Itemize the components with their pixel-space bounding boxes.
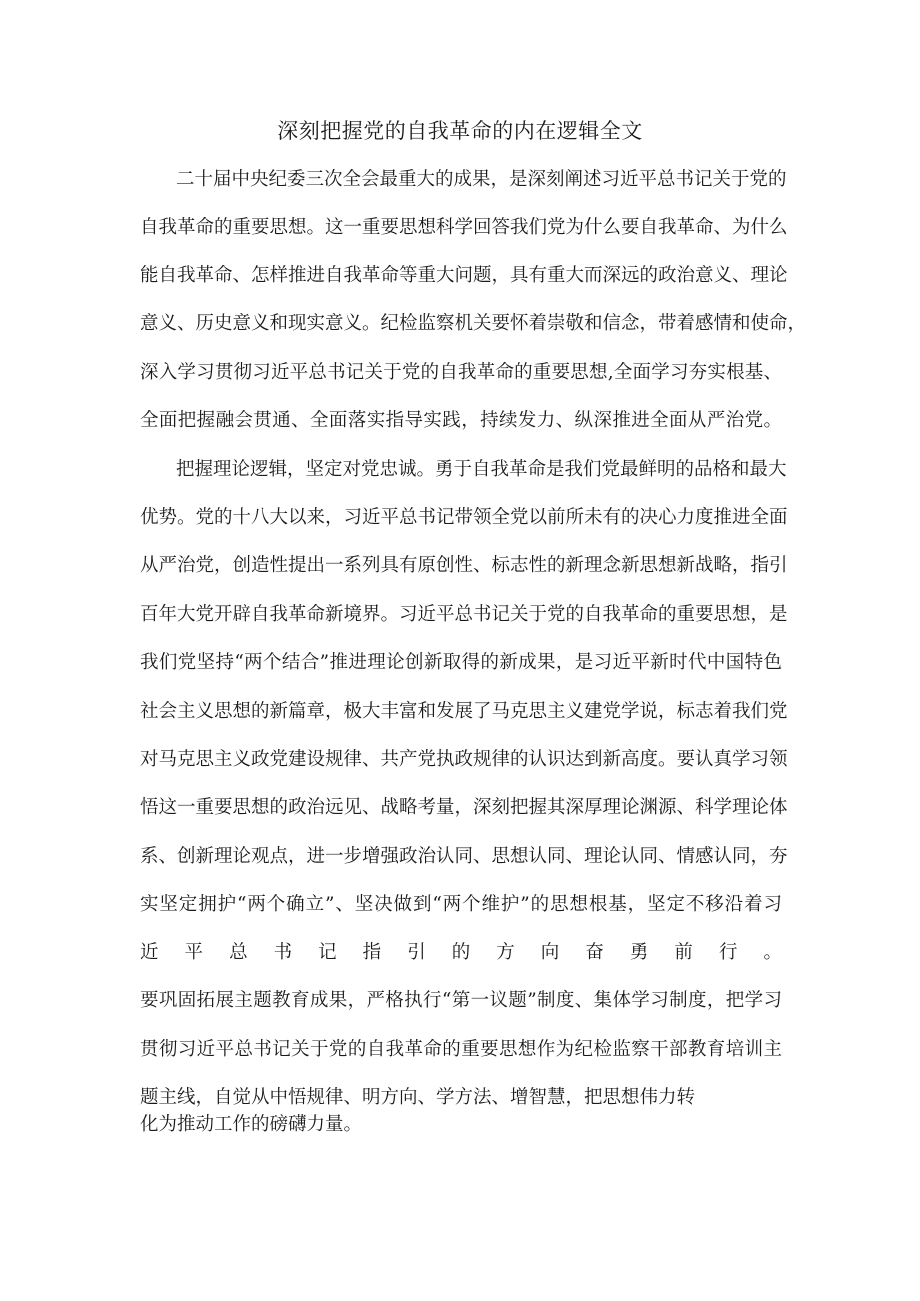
paragraph-1-line-3: 能自我革命、怎样推进自我革命等重大问题，具有重大而深远的政治意义、理论 (140, 265, 788, 286)
paragraph-1-line-4: 意义、历史意义和现实意义。纪检监察机关要怀着崇敬和信念，带着感情和使命， (140, 313, 807, 334)
paragraph-3-line-4: 化为推动工作的磅礴力量。 (140, 1114, 363, 1135)
paragraph-3-line-1: 要巩固拓展主题教育成果，严格执行“第一议题”制度、集体学习制度，把学习 (140, 990, 782, 1011)
paragraph-2-line-11: 近平总书记指引的方向奋勇前行。 (140, 942, 782, 963)
document-title: 深刻把握党的自我革命的内在逻辑全文 (277, 119, 643, 143)
paragraph-2-line-9: 系、创新理论观点，进一步增强政治认同、思想认同、理论认同、情感认同，夯 (140, 846, 788, 867)
paragraph-2-line-3: 从严治党，创造性提出一系列具有原创性、标志性的新理念新思想新战略，指引 (140, 555, 788, 576)
paragraph-2-line-4: 百年大党开辟自我革命新境界。习近平总书记关于党的自我革命的重要思想，是 (140, 604, 788, 625)
paragraph-2-line-7: 对马克思主义政党建设规律、共产党执政规律的认识达到新高度。要认真学习领 (140, 749, 788, 770)
paragraph-1-line-5: 深入学习贯彻习近平总书记关于党的自我革命的重要思想,全面学习夯实根基、 (140, 362, 782, 383)
paragraph-2-line-8: 悟这一重要思想的政治远见、战略考量，深刻把握其深厚理论渊源、科学理论体 (140, 797, 788, 818)
paragraph-2-line-5: 我们党坚持“两个结合”推进理论创新取得的新成果，是习近平新时代中国特色 (140, 652, 782, 673)
paragraph-2-line-6: 社会主义思想的新篇章，极大丰富和发展了马克思主义建党学说，标志着我们党 (140, 701, 788, 722)
paragraph-1-line-6: 全面把握融会贯通、全面落实指导实践，持续发力、纵深推进全面从严治党。 (140, 410, 782, 431)
paragraph-1-line-1: 二十届中央纪委三次全会最重大的成果，是深刻阐述习近平总书记关于党的 (176, 169, 787, 190)
paragraph-2-line-2: 优势。党的十八大以来，习近平总书记带领全党以前所未有的决心力度推进全面 (140, 507, 788, 528)
paragraph-2-line-1: 把握理论逻辑，坚定对党忠诚。勇于自我革命是我们党最鲜明的品格和最大 (176, 459, 787, 480)
paragraph-1-line-2: 自我革命的重要思想。这一重要思想科学回答我们党为什么要自我革命、为什么 (140, 217, 788, 238)
paragraph-3-line-2: 贯彻习近平总书记关于党的自我革命的重要思想作为纪检监察干部教育培训主 (140, 1039, 782, 1060)
paragraph-3-line-3: 题主线，自觉从中悟规律、明方向、学方法、增智慧，把思想伟力转 (140, 1087, 696, 1108)
paragraph-2-line-10: 实坚定拥护“两个确立”、坚决做到“两个维护”的思想根基，坚定不移沿着习 (140, 894, 782, 915)
